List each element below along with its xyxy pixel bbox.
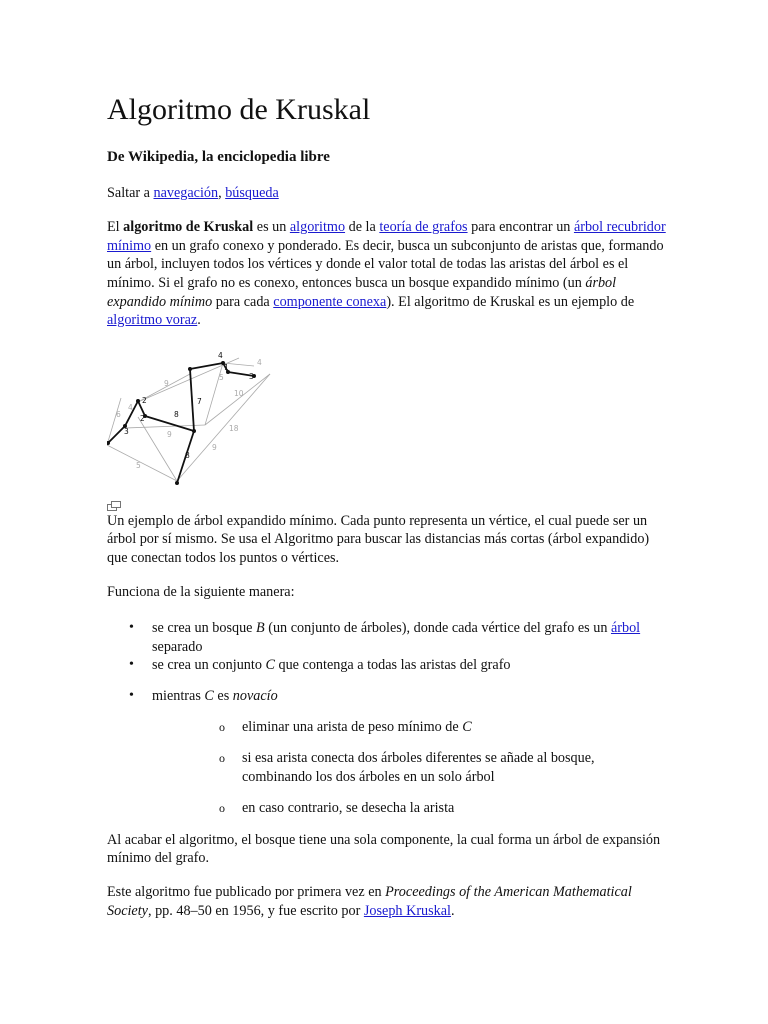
edge-label: 7 bbox=[197, 396, 202, 406]
edge-label: 4 bbox=[218, 350, 223, 360]
edge-label: 5 bbox=[219, 372, 224, 382]
end-paragraph: Al acabar el algoritmo, el bosque tiene una sola componente, la cual forma un árbol de expansión mínimo del grafo. bbox=[107, 831, 661, 867]
edge-label: 6 bbox=[116, 409, 121, 419]
sub-steps-list bbox=[152, 718, 667, 818]
link-navegacion[interactable]: navegación bbox=[153, 184, 219, 201]
edge-label: 1 bbox=[224, 362, 229, 372]
mst-graph-image bbox=[107, 346, 287, 496]
edge-label: 2 bbox=[140, 413, 145, 423]
link-arbol-recubridor-minimo[interactable]: árbol recubridor mínimo bbox=[107, 219, 666, 254]
edge-label: 3 bbox=[124, 426, 129, 436]
link-algoritmo[interactable]: algoritmo bbox=[289, 219, 346, 236]
link-teoria-de-grafos[interactable]: teoría de grafos bbox=[379, 219, 468, 236]
page-title: Algoritmo de Kruskal bbox=[107, 93, 371, 126]
graph-figure bbox=[107, 346, 667, 496]
list-item: • se crea un bosque B (un conjunto de árboles), donde cada vértice del grafo es un árbol separado bbox=[107, 619, 667, 656]
edge-label: 8 bbox=[185, 450, 190, 460]
edge-label: 8 bbox=[174, 409, 179, 419]
how-paragraph: Funciona de la siguiente manera: bbox=[107, 583, 295, 600]
edge-label: 3 bbox=[249, 371, 254, 381]
edge-label: 18 bbox=[229, 423, 239, 433]
sub-list-item: o si esa arista conecta dos árboles diferentes se añade al bosque, combinando los dos árboles en un solo árbol bbox=[152, 749, 667, 786]
magnify-icon bbox=[107, 501, 121, 511]
link-busqueda[interactable]: búsqueda bbox=[225, 184, 279, 201]
edge-label: 2 bbox=[142, 395, 147, 405]
intro-paragraph: El algoritmo de Kruskal es un algoritmo de la teoría de grafos para encontrar un árbol recubridor mínimo en un grafo conexo y ponderado. Es decir, busca un subconjunto de aristas que, formando un árbol, incluyen todos los vértices y donde el valor total de todas las aristas del árbol es el mínimo. Si el grafo no es conexo, entonces busca un bosque expandido mínimo (un árbol expandido mínimo para cada componente conexa). El algoritmo de Kruskal es un ejemplo de algoritmo voraz. bbox=[107, 219, 666, 329]
list-item: • se crea un conjunto C que contenga a todas las aristas del grafo bbox=[107, 656, 667, 675]
edge-label: 9 bbox=[167, 429, 172, 439]
edge-label: 10 bbox=[234, 388, 244, 398]
page-subtitle: De Wikipedia, la enciclopedia libre bbox=[107, 149, 330, 165]
sub-list-item: o eliminar una arista de peso mínimo de C bbox=[152, 718, 667, 737]
list-item: • mientras C es novacío o eliminar una arista de peso mínimo de C o si esa arista conecta dos árboles diferentes se añade al bosque, combinando los dos árboles en un solo árbol o en caso contrario, se desecha la arista bbox=[107, 687, 667, 818]
article bbox=[107, 92, 667, 920]
edge-label: 4 bbox=[128, 402, 133, 412]
edge-label: 9 bbox=[164, 378, 169, 388]
steps-list bbox=[107, 619, 667, 818]
publication-paragraph: Este algoritmo fue publicado por primera vez en Proceedings of the American Mathematical Society, pp. 48–50 en 1956, y fue escrito por Joseph Kruskal. bbox=[107, 884, 632, 919]
jump-links: Saltar a navegación, búsqueda bbox=[107, 184, 279, 201]
edge-label: 9 bbox=[212, 442, 217, 452]
link-componente-conexa[interactable]: componente conexa bbox=[273, 293, 387, 310]
link-joseph-kruskal[interactable]: Joseph Kruskal bbox=[363, 902, 451, 919]
link-algoritmo-voraz[interactable]: algoritmo voraz bbox=[107, 312, 198, 329]
edge-label: 4 bbox=[257, 357, 262, 367]
enlarge-icon[interactable] bbox=[107, 498, 667, 510]
edge-label: 5 bbox=[136, 460, 141, 470]
figure-caption: Un ejemplo de árbol expandido mínimo. Cada punto representa un vértice, el cual puede ser un árbol por sí mismo. Se usa el Algoritmo para buscar las distancias más cortas (árbol expandido) que conectan todos los puntos o vértices. bbox=[107, 512, 650, 566]
link-arbol[interactable]: árbol bbox=[610, 620, 641, 637]
sub-list-item: o en caso contrario, se desecha la arista bbox=[152, 799, 667, 818]
